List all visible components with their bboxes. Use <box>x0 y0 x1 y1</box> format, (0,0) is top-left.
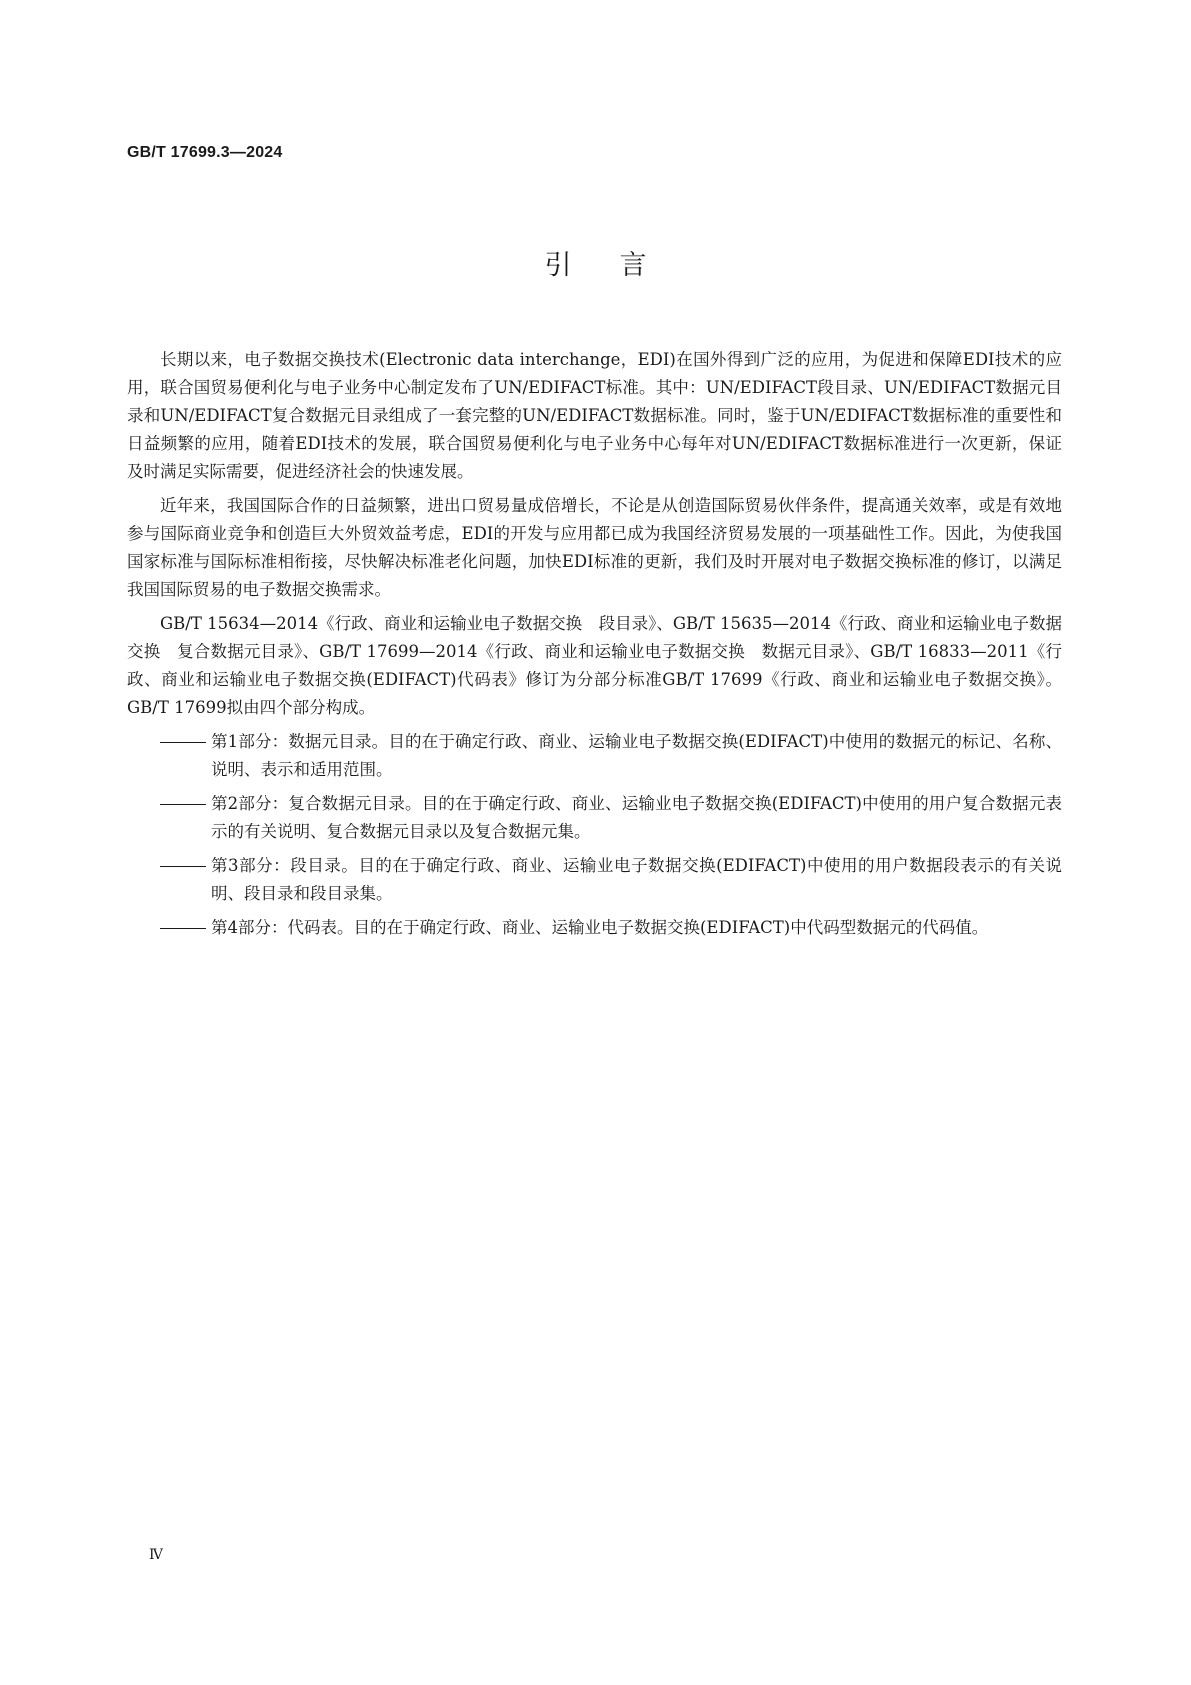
list-item-text: 第4部分：代码表。目的在于确定行政、商业、运输业电子数据交换(EDIFACT)中代码型数据元的代码值。 <box>211 918 989 937</box>
standard-code-header: GB/T 17699.3—2024 <box>127 144 283 161</box>
list-item-text: 第1部分：数据元目录。目的在于确定行政、商业、运输业电子数据交换(EDIFACT)中使用的数据元的标记、名称、说明、表示和适用范围。 <box>211 732 1062 779</box>
paragraph: 近年来，我国国际合作的日益频繁，进出口贸易量成倍增长，不论是从创造国际贸易伙伴条件，提高通关效率，或是有效地参与国际商业竞争和创造巨大外贸效益考虑，EDI的开发与应用都已成为我国经济贸易发展的一项基础性工作。因此，为使我国国家标准与国际标准相衔接，尽快解决标准老化问题，加快EDI标准的更新，我们及时开展对电子数据交换标准的修订，以满足我国国际贸易的电子数据交换需求。 <box>127 496 1062 599</box>
paragraph: GB/T 15634—2014《行政、商业和运输业电子数据交换 段目录》、GB/T 15635—2014《行政、商业和运输业电子数据交换 复合数据元目录》、GB/T 17699—2014《行政、商业和运输业电子数据交换 数据元目录》、GB/T 16833—2011《行政、商业和运输业电子数据交换(EDIFACT)代码表》修订为分部分标准GB/T 17699《行政、商业和运输业电子数据交换》。GB/T 17699拟由四个部分构成。 <box>127 614 1062 717</box>
list-item <box>127 728 1062 784</box>
paragraph: 长期以来，电子数据交换技术(Electronic data interchange，EDI)在国外得到广泛的应用，为促进和保障EDI技术的应用，联合国贸易便利化与电子业务中心制定发布了UN/EDIFACT标准。其中：UN/EDIFACT段目录、UN/EDIFACT数据元目录和UN/EDIFACT复合数据元目录组成了一套完整的UN/EDIFACT数据标准。同时，鉴于UN/EDIFACT数据标准的重要性和日益频繁的应用，随着EDI技术的发展，联合国贸易便利化与电子业务中心每年对UN/EDIFACT数据标准进行一次更新，保证及时满足实际需要，促进经济社会的快速发展。 <box>127 350 1062 481</box>
list-item-text: 第2部分：复合数据元目录。目的在于确定行政、商业、运输业电子数据交换(EDIFACT)中使用的用户复合数据元表示的有关说明、复合数据元目录以及复合数据元集。 <box>211 794 1062 841</box>
list-item <box>127 852 1062 908</box>
parts-list <box>127 728 1062 942</box>
dash-bullet <box>160 866 206 867</box>
introduction-body <box>127 346 1062 948</box>
list-item-text: 第3部分：段目录。目的在于确定行政、商业、运输业电子数据交换(EDIFACT)中使用的用户数据段表示的有关说明、段目录和段目录集。 <box>211 856 1062 903</box>
dash-bullet <box>160 742 206 743</box>
page-title: 引言 <box>544 250 695 281</box>
list-item <box>127 790 1062 846</box>
page-number: Ⅳ <box>149 1547 163 1563</box>
dash-bullet <box>160 928 206 929</box>
list-item <box>127 914 1062 942</box>
dash-bullet <box>160 804 206 805</box>
